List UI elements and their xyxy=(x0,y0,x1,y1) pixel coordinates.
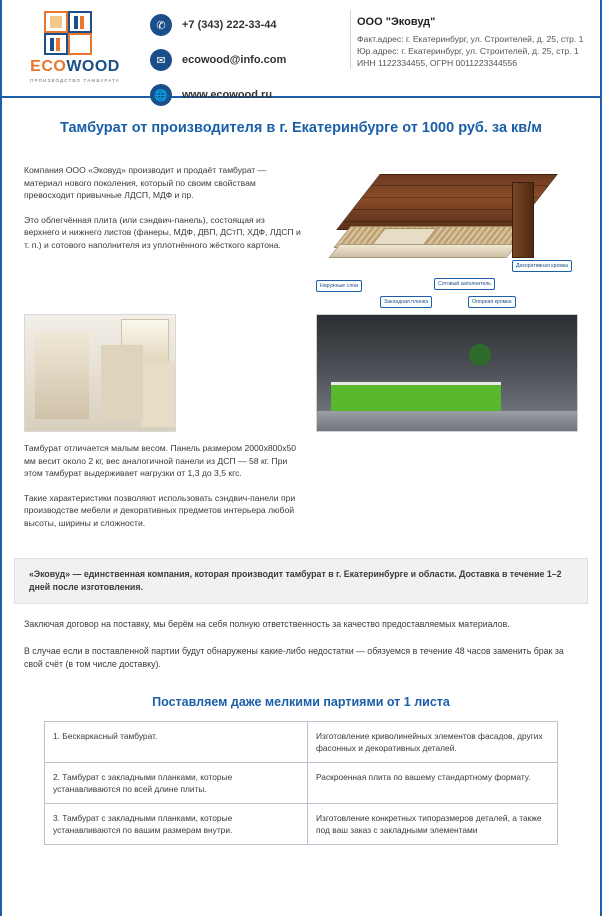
contact-phone[interactable] xyxy=(150,14,350,36)
callout-decor-edge: Декоративная кромка xyxy=(512,260,572,272)
intro-figure xyxy=(316,164,578,308)
weight-right-spacer xyxy=(316,442,578,542)
weight-section xyxy=(2,432,600,542)
photo-interior-furniture xyxy=(24,314,176,432)
document-header xyxy=(2,0,600,102)
contact-phone-text: +7 (343) 222-33-44 xyxy=(182,19,277,31)
logo-wordmark xyxy=(30,58,120,76)
weight-paragraph-2: Такие характеристики позволяют использовать сэндвич-панели при производстве мебели и декоративных предметов интерьера любой высоты, ширины и сложности. xyxy=(24,492,296,528)
diagram-bottom-layer xyxy=(329,244,518,258)
table-row xyxy=(45,803,558,844)
highlight-banner: «Эковуд» — единственная компания, которая производит тамбурат в г. Екатеринбурге и области. Доставка в течение 1–2 дней после изготовления. xyxy=(14,558,588,604)
company-address-actual: Факт.адрес: г. Екатеринбург, ул. Строителей, д. 25, стр. 1 xyxy=(357,34,584,44)
guarantee-paragraph-2: В случае если в поставленной партии будут обнаружены какие-либо недостатки — обязуемся в течение 48 часов заменить брак за свой счёт (в том числе доставку). xyxy=(24,645,564,669)
tamburat-cutaway-diagram xyxy=(316,168,568,308)
weight-text xyxy=(24,442,316,542)
company-registration: ИНН 1122334455, ОГРН 0011223344556 xyxy=(357,58,518,68)
features-table xyxy=(44,721,558,845)
section-heading-small-batches: Поставляем даже мелкими партиями от 1 листа xyxy=(152,694,450,709)
table-cell-type-1: 1. Бескаркасный тамбурат. xyxy=(45,721,308,762)
contact-email-text: ecowood@info.com xyxy=(182,54,287,66)
logo-blocks-icon xyxy=(44,10,106,56)
photo-spacer xyxy=(176,314,306,430)
company-details xyxy=(350,10,588,69)
guarantee-section xyxy=(2,604,600,671)
callout-outer-layers: Наружные слои xyxy=(316,280,362,292)
callout-honeycomb-filler: Сотовый заполнитель xyxy=(434,278,495,290)
photo-plant xyxy=(467,337,493,367)
table-cell-use-2: Раскроенная плита по вашему стандартному формату. xyxy=(308,762,558,803)
photo-floor xyxy=(317,411,577,431)
intro-section xyxy=(2,150,600,308)
weight-paragraph-1: Тамбурат отличается малым весом. Панель размером 2000x800x50 мм весит около 2 кг, вес аналогичной панели из ДСП — 58 кг. При этом тамбурат выдерживает нагрузки от 1,3 до 3,5 кгс. xyxy=(24,443,297,479)
photo-reception-desk xyxy=(316,314,578,432)
intro-paragraph-2: Это облегчённая плита (или сэндвич-панель), состоящая из верхнего и нижнего листов (фанеры, МДФ, ДВП, ДСтП, ХДФ, ЛДСП и т. п.) и сотового наполнителя из уплотнённого жёсткого картона. xyxy=(24,214,301,250)
company-address-legal: Юр.адрес: г. Екатеринбург, ул. Строителей, д. 25, стр. 1 xyxy=(357,46,579,56)
phone-icon: ✆ xyxy=(150,14,172,36)
logo-word-wood: WOOD xyxy=(66,58,120,75)
company-logo[interactable] xyxy=(14,10,136,83)
envelope-icon: ✉ xyxy=(150,49,172,71)
intro-paragraph-1: Компания ООО «Эковуд» производит и продаёт тамбурат — материал нового поколения, который по своим свойствам превосходит привычные ЛДСП, МДФ и пр. xyxy=(24,165,267,201)
callout-support-edge: Опорная кромка xyxy=(468,296,516,308)
photo-green-counter xyxy=(331,382,501,411)
contact-website[interactable] xyxy=(150,84,350,106)
table-cell-use-1: Изготовление криволинейных элементов фасадов, других фасонных и декоративных деталей. xyxy=(308,721,558,762)
table-row xyxy=(45,762,558,803)
table-cell-type-2: 2. Тамбурат с закладными планками, которые устанавливаются по всей длине плиты. xyxy=(45,762,308,803)
globe-icon: 🌐 xyxy=(150,84,172,106)
guarantee-paragraph-1: Заключая договор на поставку, мы берём на себя полную ответственность за качество предоставляемых материалов. xyxy=(24,618,510,629)
company-name: ООО "Эковуд" xyxy=(357,16,436,28)
table-cell-use-3: Изготовление конкретных типоразмеров деталей, а также под ваш заказ с закладными элементами xyxy=(308,803,558,844)
logo-word-eco: ECO xyxy=(30,58,67,75)
intro-text xyxy=(24,164,316,308)
contact-website-text: www.ecowood.ru xyxy=(182,89,273,101)
contact-email[interactable] xyxy=(150,49,350,71)
diagram-decor-edge xyxy=(512,182,534,258)
logo-tagline: ПРОИЗВОДСТВО ТАМБУРАТА xyxy=(30,78,120,83)
callout-insert-strip: Закладная планка xyxy=(380,296,432,308)
page-title: Тамбурат от производителя в г. Екатеринбурге от 1000 руб. за кв/м xyxy=(60,120,542,136)
contact-list xyxy=(136,10,350,119)
photo-row xyxy=(2,308,600,432)
table-row xyxy=(45,721,558,762)
table-cell-type-3: 3. Тамбурат с закладными планками, которые устанавливаются по вашим размерам внутри. xyxy=(45,803,308,844)
